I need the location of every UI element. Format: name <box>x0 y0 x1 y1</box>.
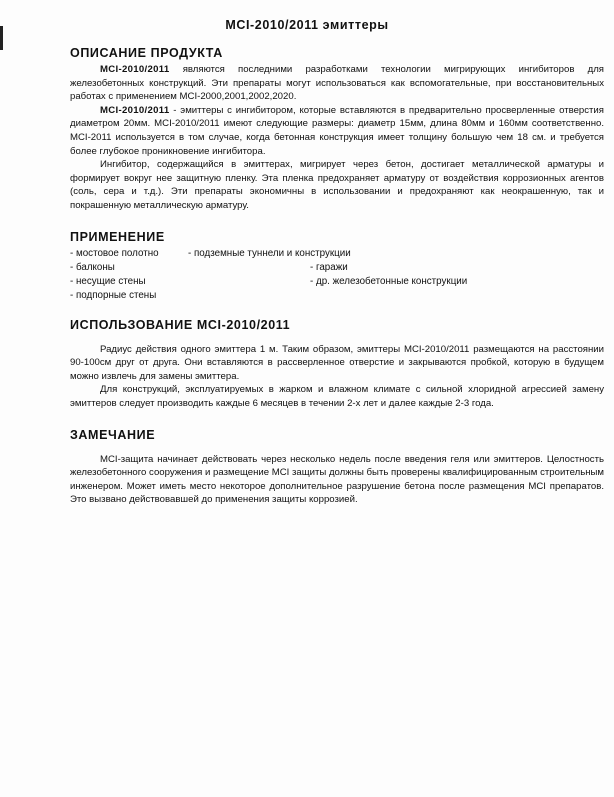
description-heading: ОПИСАНИЕ ПРОДУКТА <box>70 46 223 60</box>
application-item: - мостовое полотно <box>70 247 159 259</box>
application-item: - др. железобетонные конструкции <box>310 275 468 287</box>
description-paragraph-2-text: - эмиттеры с ингибитором, которые вставляются в предварительно просверленные отверстия диаметром 20мм. MCI-2010/2011 имеют следующие размеры: диаметр 15мм, длина 80мм и 160мм соответственно. MCI-2011 используется в том случае, когда бетонная конструкция имеет толщину большую чем 18 см. и требуется более глубокое проникновение ингибитора. <box>70 104 604 157</box>
usage-heading: ИСПОЛЬЗОВАНИЕ MCI-2010/2011 <box>70 317 291 332</box>
remark-heading: ЗАМЕЧАНИЕ <box>70 427 156 442</box>
description-paragraph-2 <box>70 104 604 158</box>
document-body <box>70 45 604 507</box>
application-item: - подземные туннели и конструкции <box>188 247 351 259</box>
product-name: MCI-2010/2011 <box>100 104 170 116</box>
document-title: MCI-2010/2011 эмиттеры <box>225 18 389 32</box>
application-item: - гаражи <box>310 261 348 273</box>
remark-paragraph-1: MCI-защита начинает действовать через несколько недель после введения геля или эмиттеров. Целостность железобетонного сооружения и размещение MCI защиты должны быть проверены квалифицированным строительным инженером. Может иметь место некоторое дополнительное разрушение бетона после размещения MCI препаратов. Это вызвано действовавшей до применения защиты коррозией. <box>70 453 604 506</box>
application-heading: ПРИМЕНЕНИЕ <box>70 229 165 244</box>
remark-block <box>70 453 604 507</box>
product-name: MCI-2010/2011 <box>100 64 170 75</box>
application-item: - несущие стены <box>70 275 146 287</box>
usage-paragraph-2: Для конструкций, эксплуатируемых в жарком и влажном климате с сильной хлоридной агрессией замену эмиттеров следует производить каждые 6 месяцев в течении 2-х лет и далее каждые 2-3 года. <box>70 384 604 409</box>
description-paragraph-1-text: являются последними разработками технологии мигрирующих ингибиторов для железобетонных конструкций. Эти препараты могут использоваться как вспомогательные, при восстановительных работах с применением MCI-2000,2001,2002,2020. <box>70 64 604 103</box>
description-paragraph-1 <box>70 63 604 104</box>
usage-block <box>70 343 604 411</box>
application-item: - балконы <box>70 261 115 273</box>
usage-paragraph-1: Радиус действия одного эмиттера 1 м. Таким образом, эмиттеры MCI-2010/2011 размещаются на расстоянии 90-100см друг от друга. Они вставляются в рассверленное отверстие и закрываются пробкой, которую в будущем можно извлечь для замены эмиттера. <box>70 343 604 382</box>
application-list <box>70 247 604 303</box>
description-paragraph-3: Ингибитор, содержащийся в эмиттерах, мигрирует через бетон, достигает металлической арматуры и формирует вокруг нее защитную пленку. Эта пленка предохраняет арматуру от воздействия коррозионных агентов (соль, сера и т.д.). Эти препараты экономичны в использовании и предохраняют как неокрашенную, так и покрашенную металлическую арматуру. <box>70 159 604 211</box>
application-item: - подпорные стены <box>70 289 157 301</box>
